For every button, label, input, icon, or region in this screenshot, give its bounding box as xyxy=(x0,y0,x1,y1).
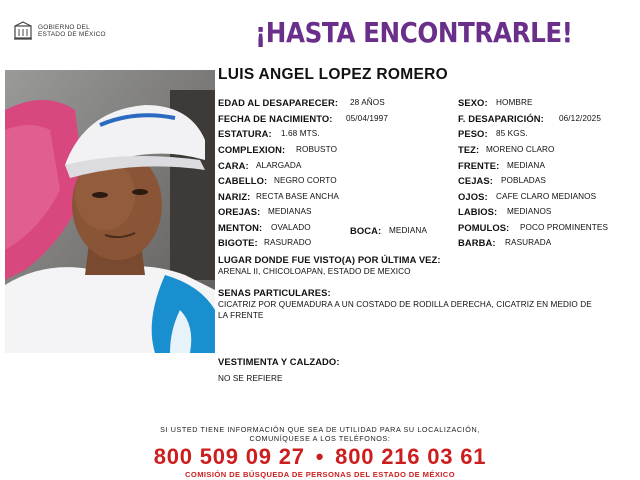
phone-separator: • xyxy=(315,444,325,469)
value-boca: MEDIANA xyxy=(389,226,428,235)
label-barba: BARBA: xyxy=(458,237,496,248)
value-tez: MORENO CLARO xyxy=(486,145,555,154)
headline: ¡HASTA ENCONTRARLE! xyxy=(255,16,573,49)
value-distinguishing-marks: CICATRIZ POR QUEMADURA A UN COSTADO DE RODILLA DERECHA, CICATRIZ EN MEDIO DE LA FRENTE xyxy=(218,300,592,320)
logo-text xyxy=(38,24,106,39)
label-f-desaparicion: F. DESAPARICIÓN: xyxy=(458,113,544,124)
government-logo xyxy=(12,20,106,42)
person-photo-illustration xyxy=(5,70,215,353)
label-cara: CARA: xyxy=(218,160,249,171)
label-labios: LABIOS: xyxy=(458,206,498,217)
label-cejas: CEJAS: xyxy=(458,175,493,186)
value-fecha-nacimiento: 05/04/1997 xyxy=(346,114,388,123)
phone-number-2[interactable]: 800 216 03 61 xyxy=(335,444,487,469)
value-nariz: RECTA BASE ANCHA xyxy=(256,192,339,201)
value-cabello: NEGRO CORTO xyxy=(274,176,337,185)
value-cejas: POBLADAS xyxy=(501,176,546,185)
footer-note-line-2: COMUNÍQUESE A LOS TELÉFONOS: xyxy=(249,434,391,443)
label-fecha-nacimiento: FECHA DE NACIMIENTO: xyxy=(218,113,333,124)
value-edad: 28 AÑOS xyxy=(350,98,385,107)
phone-numbers xyxy=(0,444,640,470)
label-clothing: VESTIMENTA Y CALZADO: xyxy=(218,356,340,367)
label-tez: TEZ: xyxy=(458,144,480,155)
person-photo xyxy=(5,70,215,353)
footer-note-line-1: SI USTED TIENE INFORMACIÓN QUE SEA DE UTILIDAD PARA SU LOCALIZACIÓN, xyxy=(160,425,480,434)
label-orejas: OREJAS: xyxy=(218,206,261,217)
value-bigote: RASURADO xyxy=(264,238,312,247)
value-ojos: CAFE CLARO MEDIANOS xyxy=(496,192,597,201)
label-estatura: ESTATURA: xyxy=(218,128,272,139)
label-nariz: NARIZ: xyxy=(218,191,251,202)
value-frente: MEDIANA xyxy=(507,161,546,170)
coat-of-arms-icon xyxy=(12,20,34,42)
value-pomulos: POCO PROMINENTES xyxy=(520,223,609,232)
value-orejas: MEDIANAS xyxy=(268,207,312,216)
label-last-seen: LUGAR DONDE FUE VISTO(A) POR ÚLTIMA VEZ: xyxy=(218,254,441,265)
value-peso: 85 KGS. xyxy=(496,129,528,138)
logo-line-2: ESTADO DE MÉXICO xyxy=(38,31,106,38)
label-ojos: OJOS: xyxy=(458,191,488,202)
value-last-seen: ARENAL II, CHICOLOAPAN, ESTADO DE MEXICO xyxy=(218,267,411,276)
label-boca: BOCA: xyxy=(350,225,382,236)
label-peso: PESO: xyxy=(458,128,488,139)
phone-number-1[interactable]: 800 509 09 27 xyxy=(153,444,305,469)
label-edad: EDAD AL DESAPARECER: xyxy=(218,97,339,108)
label-complexion: COMPLEXION: xyxy=(218,144,286,155)
logo-line-1: GOBIERNO DEL xyxy=(38,23,90,31)
value-labios: MEDIANOS xyxy=(507,207,552,216)
value-cara: ALARGADA xyxy=(256,161,302,170)
label-bigote: BIGOTE: xyxy=(218,237,258,248)
label-sexo: SEXO: xyxy=(458,97,488,108)
label-frente: FRENTE: xyxy=(458,160,500,171)
label-cabello: CABELLO: xyxy=(218,175,268,186)
value-clothing: NO SE REFIERE xyxy=(218,374,283,383)
commission-name: COMISIÓN DE BÚSQUEDA DE PERSONAS DEL ESTADO DE MÉXICO xyxy=(185,470,455,479)
value-f-desaparicion: 06/12/2025 xyxy=(559,114,601,123)
value-estatura: 1.68 MTS. xyxy=(281,129,320,138)
label-menton: MENTON: xyxy=(218,222,263,233)
label-distinguishing-marks: SENAS PARTICULARES: xyxy=(218,287,331,298)
value-complexion: ROBUSTO xyxy=(296,145,338,154)
label-pomulos: POMULOS: xyxy=(458,222,510,233)
value-barba: RASURADA xyxy=(505,238,552,247)
person-name: LUIS ANGEL LOPEZ ROMERO xyxy=(218,66,448,83)
value-sexo: HOMBRE xyxy=(496,98,533,107)
value-menton: OVALADO xyxy=(271,223,311,232)
